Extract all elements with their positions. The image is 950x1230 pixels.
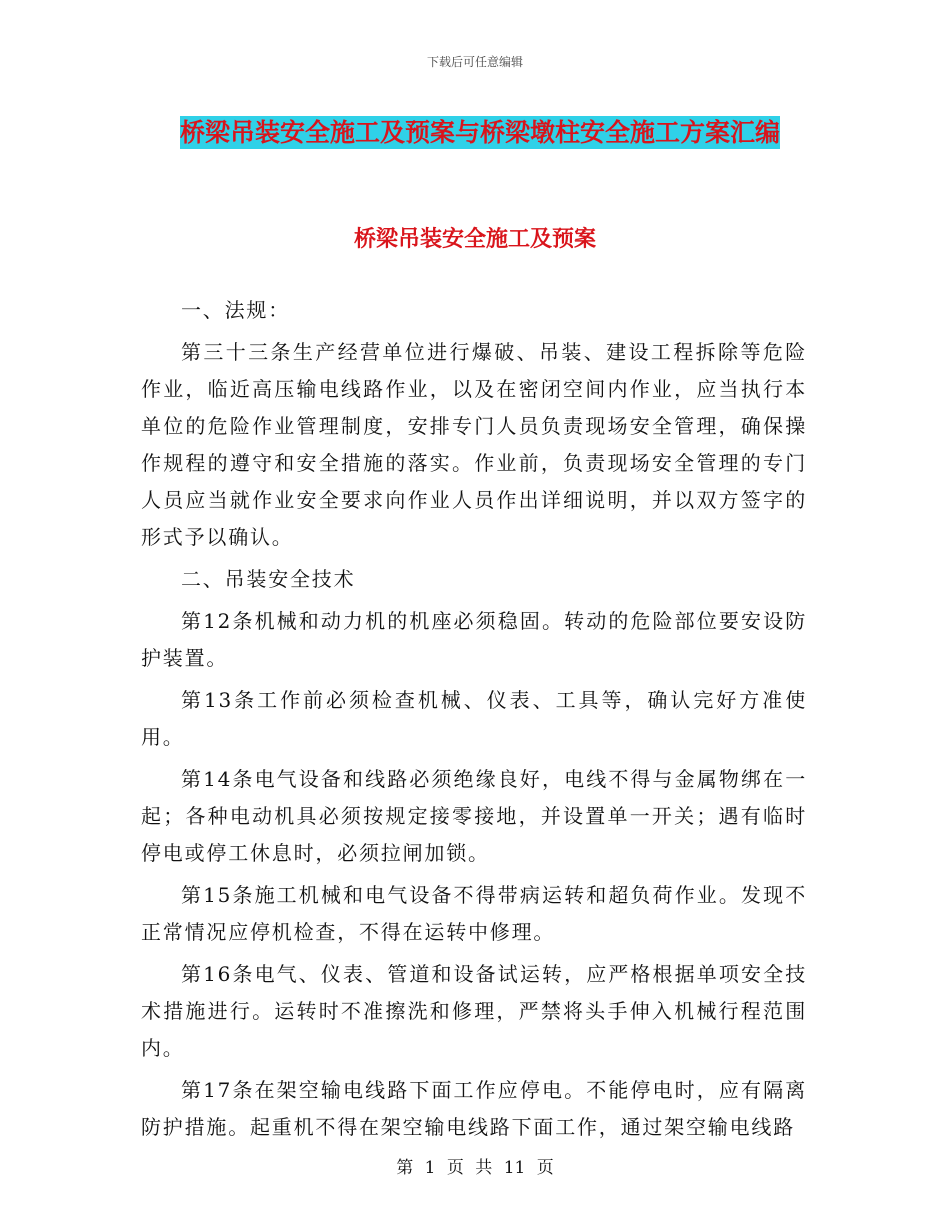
paragraph-article-13: 第13条工作前必须检查机械、仪表、工具等，确认完好方准使用。 (141, 688, 807, 749)
paragraph-article-12: 第12条机械和动力机的机座必须稳固。转动的危险部位要安设防护装置。 (141, 609, 807, 670)
paragraph-article-33: 第三十三条生产经营单位进行爆破、吊装、建设工程拆除等危险作业，临近高压输电线路作业，以及在密闭空间内作业，应当执行本单位的危险作业管理制度，安排专门人员负责现场安全管理，确保操作规程的遵守和安全措施的落实。作业前，负责现场安全管理的专门人员应当就作业安全要求向作业人员作出详细说明，并以双方签字的形式予以确认。 (141, 340, 807, 549)
main-title-text: 桥梁吊装安全施工及预案与桥梁墩柱安全施工方案汇编 (179, 118, 780, 147)
paragraph-heading-regulations: 一、法规： (181, 298, 290, 322)
section-title: 桥梁吊装安全施工及预案 (353, 226, 596, 252)
main-title (140, 110, 820, 155)
paragraph-article-16: 第16条电气、仪表、管道和设备试运转，应严格根据单项安全技术措施进行。运转时不准擦洗和修理，严禁将头手伸入机械行程范围内。 (141, 962, 807, 1060)
header-note: 下载后可任意编辑 (426, 55, 523, 69)
paragraph-article-15: 第15条施工机械和电气设备不得带病运转和超负荷作业。发现不正常情况应停机检查，不得在运转中修理。 (141, 883, 807, 944)
paragraph-article-14: 第14条电气设备和线路必须绝缘良好，电线不得与金属物绑在一起；各种电动机具必须按规定接零接地，并设置单一开关；遇有临时停电或停工休息时，必须拉闸加锁。 (141, 767, 807, 865)
page-footer: 第 1 页 共 11 页 (396, 1158, 554, 1178)
document-body (141, 292, 807, 1151)
paragraph-article-17: 第17条在架空输电线路下面工作应停电。不能停电时，应有隔离防护措施。起重机不得在架空输电线路下面工作，通过架空输电线路 (141, 1078, 807, 1139)
paragraph-heading-lifting-safety: 二、吊装安全技术 (181, 567, 356, 591)
